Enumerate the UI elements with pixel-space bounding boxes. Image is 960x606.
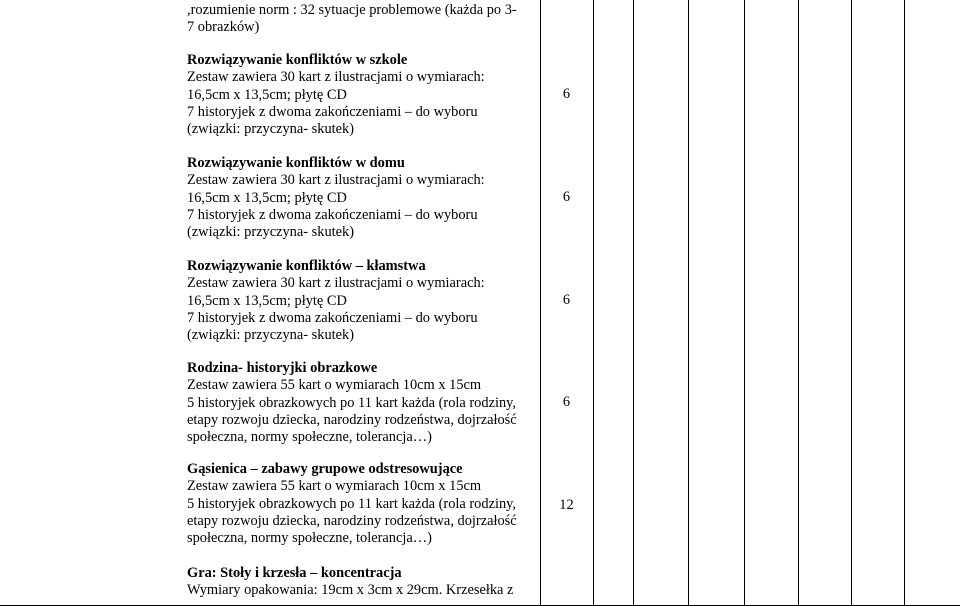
quantity-value: 6 (562, 189, 571, 206)
product-block (187, 461, 539, 547)
quantity-value: 6 (562, 394, 571, 411)
product-description-line: 5 historyjek obrazkowych po 11 kart każda (rola rodziny, (187, 495, 517, 512)
product-title: Rozwiązywanie konfliktów – kłamstwa (187, 258, 426, 274)
product-description-line: 16,5cm x 13,5cm; płytę CD (187, 86, 347, 103)
product-description-line: 7 historyjek z dwoma zakończeniami – do wyboru (187, 206, 478, 223)
product-title: Rozwiązywanie konfliktów w domu (187, 155, 405, 171)
empty-cell (688, 0, 744, 605)
product-description-line: społeczna, normy społeczne, tolerancja…) (187, 530, 432, 547)
product-description-line: Zestaw zawiera 55 kart o wymiarach 10cm x 15cm (187, 377, 482, 394)
product-description-line: Zestaw zawiera 55 kart o wymiarach 10cm x 15cm (187, 478, 482, 495)
empty-cell (744, 0, 798, 605)
product-block (187, 565, 539, 600)
intro-line-1: ,rozumienie norm : 32 sytuacje problemowe (każda po 3- (187, 2, 517, 18)
product-title: Gąsienica – zabawy grupowe odstresowujące (187, 461, 463, 477)
empty-cell (798, 0, 851, 605)
product-description-line: Wymiary opakowania: 19cm x 3cm x 29cm. Krzesełka z (187, 582, 514, 599)
empty-cell (851, 0, 904, 605)
product-block (187, 52, 539, 138)
product-description-line: Zestaw zawiera 30 kart z ilustracjami o wymiarach: (187, 69, 485, 86)
product-description-line: 7 historyjek z dwoma zakończeniami – do wyboru (187, 103, 478, 120)
product-description-line: Zestaw zawiera 30 kart z ilustracjami o wymiarach: (187, 275, 485, 292)
product-description-line: etapy rozwoju dziecka, narodziny rodzeństwa, dojrzałość (187, 411, 517, 428)
product-title: Gra: Stoły i krzesła – koncentracja (187, 565, 402, 581)
quantity-value: 12 (559, 497, 574, 513)
product-description-line: (związki: przyczyna- skutek) (187, 121, 355, 138)
empty-cell (593, 0, 633, 605)
product-description-line: 16,5cm x 13,5cm; płytę CD (187, 189, 347, 206)
product-title: Rodzina- historyjki obrazkowe (187, 360, 378, 376)
product-block (187, 258, 539, 344)
product-description-line: Zestaw zawiera 30 kart z ilustracjami o wymiarach: (187, 172, 485, 189)
product-block (187, 155, 539, 241)
product-block (187, 360, 539, 446)
product-title: Rozwiązywanie konfliktów w szkole (187, 52, 408, 68)
intro-line-2: 7 obrazków) (187, 19, 260, 36)
empty-cell (904, 0, 960, 605)
product-description-line: etapy rozwoju dziecka, narodziny rodzeństwa, dojrzałość (187, 512, 517, 529)
empty-cell (633, 0, 688, 605)
product-description-line: 5 historyjek obrazkowych po 11 kart każda (rola rodziny, (187, 394, 517, 411)
quantity-value: 6 (562, 86, 571, 103)
intro-text (187, 2, 543, 37)
product-description-line: społeczna, normy społeczne, tolerancja…) (187, 429, 432, 446)
product-description-line: (związki: przyczyna- skutek) (187, 224, 355, 241)
product-description-line: (związki: przyczyna- skutek) (187, 327, 355, 344)
product-description-line: 7 historyjek z dwoma zakończeniami – do wyboru (187, 309, 478, 326)
quantity-value: 6 (562, 292, 571, 309)
product-description-line: 16,5cm x 13,5cm; płytę CD (187, 292, 347, 309)
